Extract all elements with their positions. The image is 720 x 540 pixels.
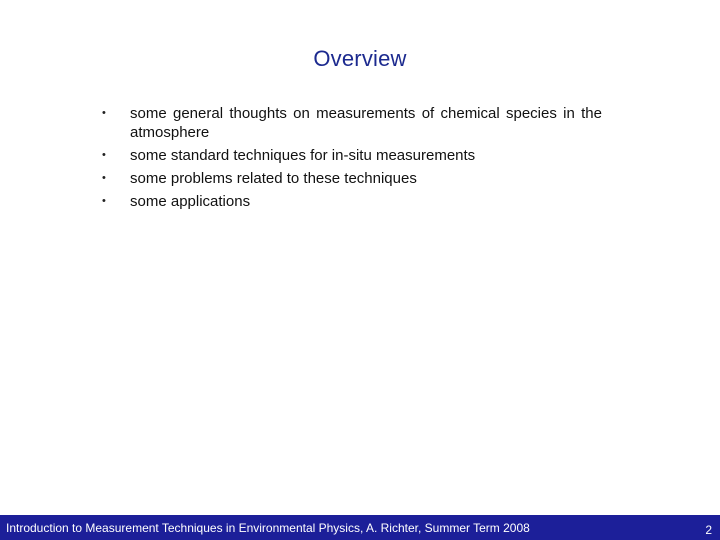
list-item (102, 192, 602, 211)
list-item (102, 169, 602, 188)
footer-text: Introduction to Measurement Techniques in Environmental Physics, A. Richter, Summer Term 2008 (6, 520, 530, 535)
bullet-icon: • (102, 107, 106, 119)
bullet-text: some problems related to these techniques (130, 170, 417, 187)
footer-bar (0, 515, 720, 540)
page-number: 2 (705, 522, 712, 537)
bullet-icon: • (102, 195, 106, 207)
list-item (102, 146, 602, 165)
slide-title: Overview (313, 46, 407, 71)
bullet-text: some standard techniques for in-situ measurements (130, 147, 476, 164)
bullet-list (102, 104, 602, 215)
bullet-text: some applications (130, 193, 251, 210)
list-item (102, 104, 602, 142)
bullet-text: some general thoughts on measurements of chemical species in the atmosphere (130, 105, 602, 141)
bullet-icon: • (102, 172, 106, 184)
bullet-icon: • (102, 149, 106, 161)
